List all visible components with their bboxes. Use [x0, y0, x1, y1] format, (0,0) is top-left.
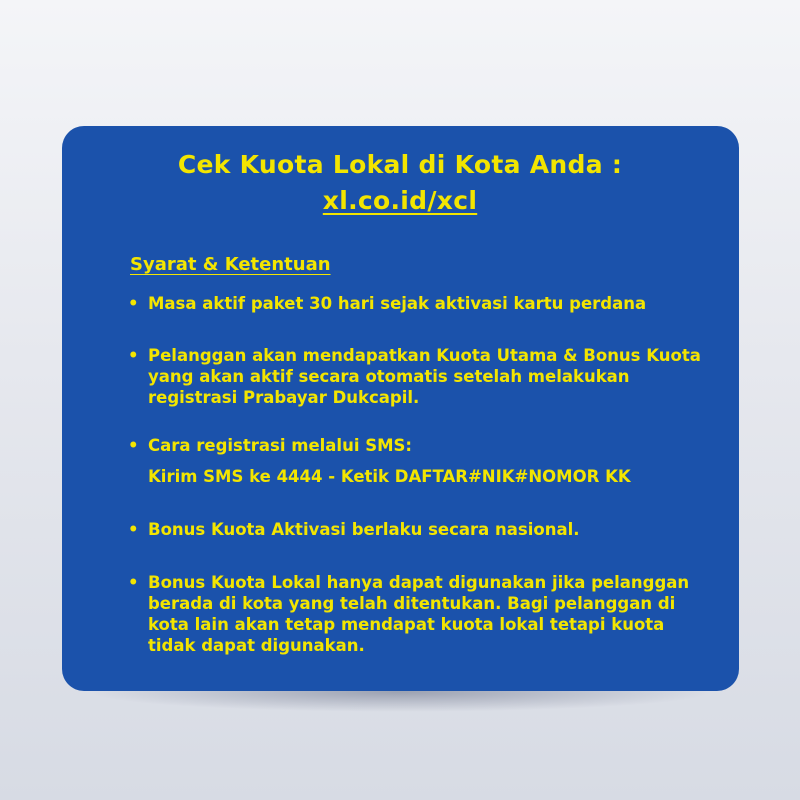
list-item [128, 519, 703, 540]
list-item-text: Masa aktif paket 30 hari sejak aktivasi kartu perdana [148, 294, 647, 313]
list-item-text: Cara registrasi melalui SMS: [148, 436, 413, 455]
terms-heading: Syarat & Ketentuan [130, 254, 331, 275]
bullet-icon: • [128, 573, 139, 592]
list-item [128, 572, 703, 656]
list-item-text: Bonus Kuota Aktivasi berlaku secara nasional. [148, 520, 580, 539]
bullet-icon: • [128, 520, 139, 539]
list-item-text: Pelanggan akan mendapatkan Kuota Utama & Bonus Kuota yang akan aktif secara otomatis setelah melakukan registrasi Prabayar Dukcapil. [148, 346, 701, 407]
list-item-subtext: Kirim SMS ke 4444 - Ketik DAFTAR#NIK#NOMOR KK [148, 467, 631, 486]
list-item [128, 345, 703, 408]
bullet-icon: • [128, 436, 139, 455]
card-title: Cek Kuota Lokal di Kota Anda : [177, 150, 623, 179]
bullet-icon: • [128, 346, 139, 365]
bullet-icon: • [128, 294, 139, 313]
list-item [128, 435, 703, 456]
website-link[interactable]: xl.co.id/xcl [322, 186, 478, 215]
list-item-text: Bonus Kuota Lokal hanya dapat digunakan jika pelanggan berada di kota yang telah ditentukan. Bagi pelanggan di kota lain akan tetap mendapat kuota lokal tetapi kuota tidak dapat digunakan. [148, 573, 690, 655]
list-item [128, 293, 703, 314]
